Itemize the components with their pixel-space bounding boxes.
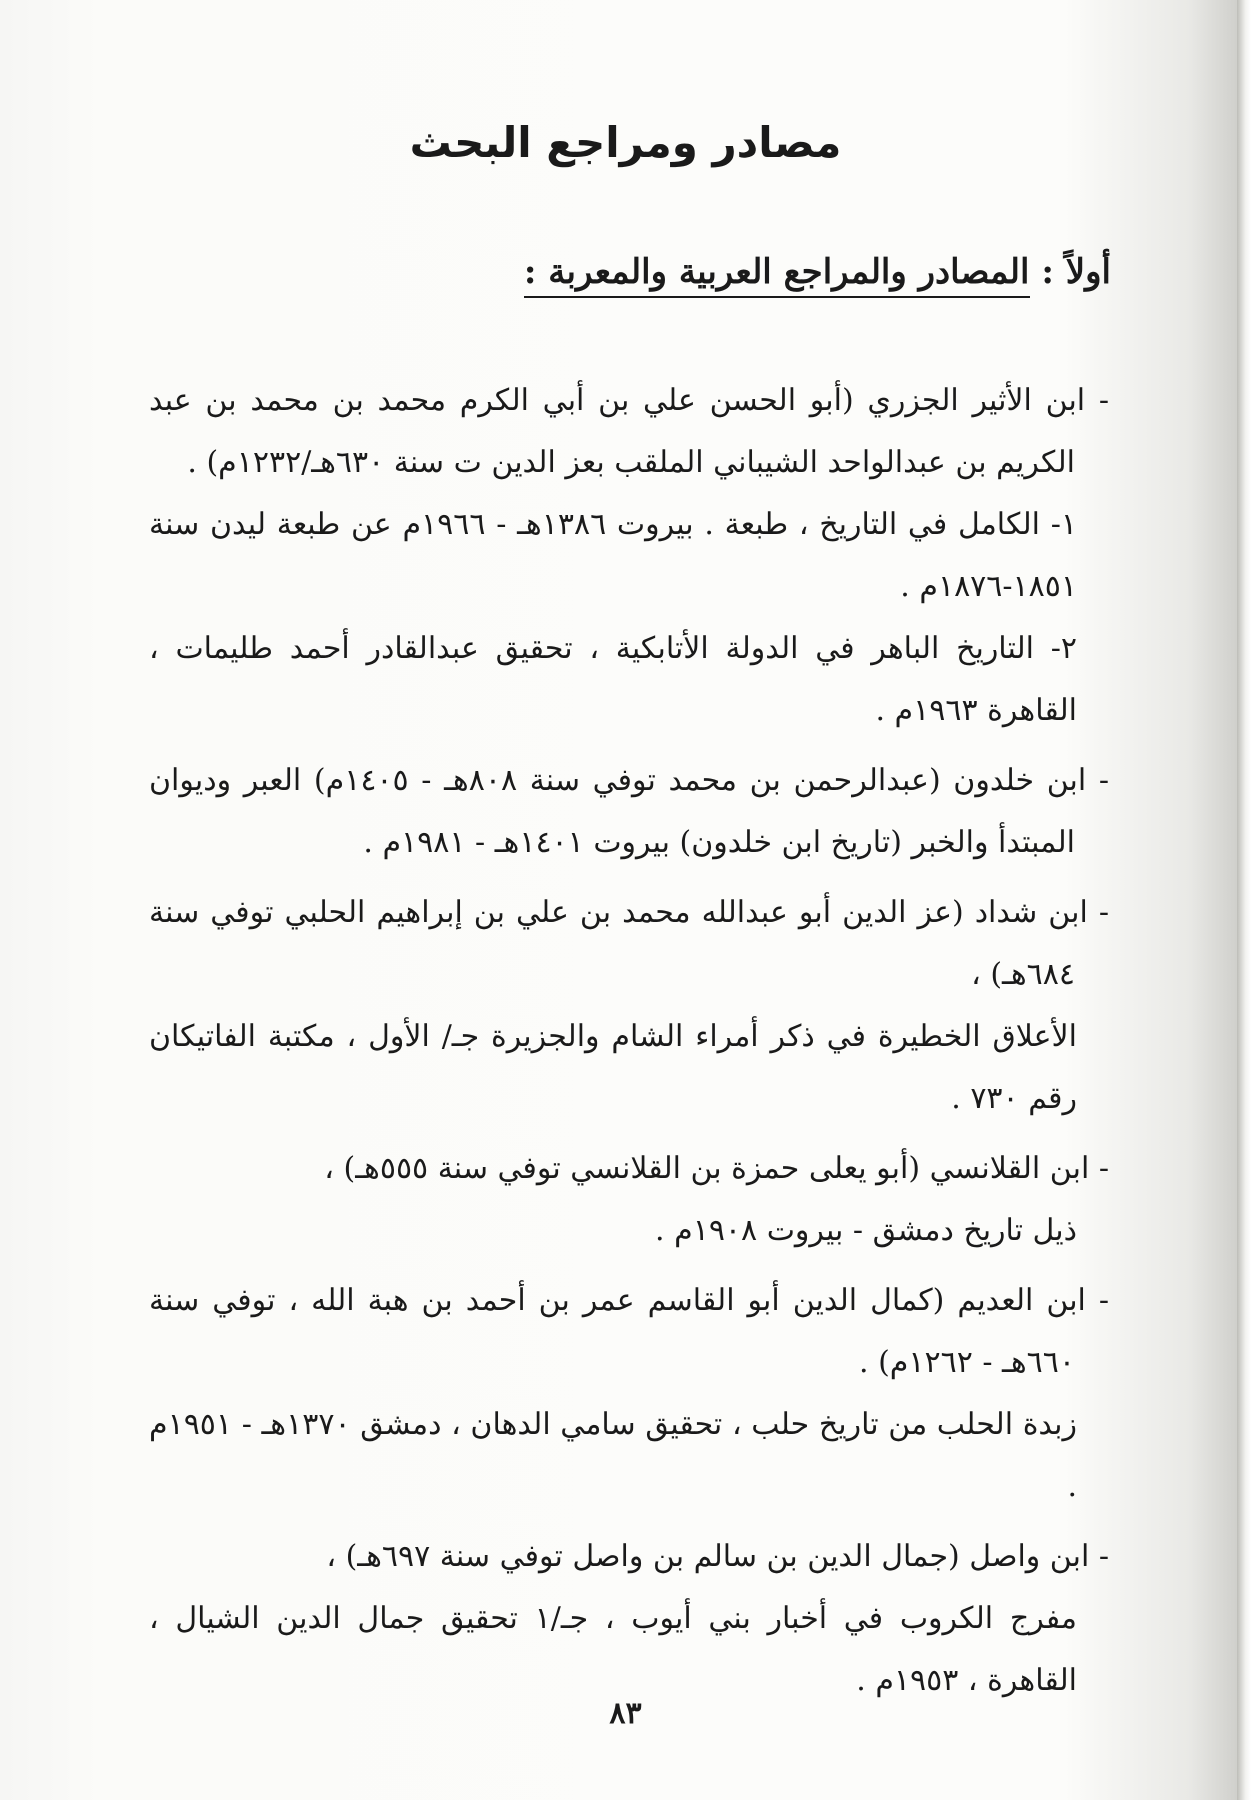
page-binding-shadow [1237, 0, 1251, 1800]
entry-author: - ابن الأثير الجزري (أبو الحسن علي بن أبي الكرم محمد بن محمد بن عبد الكريم بن عبدالواحد الشيباني الملقب بعز الدين ت سنة ٦٣٠هـ/١٢٣٢م) . [149, 383, 1109, 480]
bibliography-entry [149, 1526, 1109, 1712]
bibliography-entry [149, 750, 1109, 874]
bibliography-entry [149, 370, 1109, 742]
entry-author: - ابن العديم (كمال الدين أبو القاسم عمر بن أحمد بن هبة الله ، توفي سنة ٦٦٠هـ - ١٢٦٢م) . [149, 1283, 1109, 1380]
entry-work: ذيل تاريخ دمشق - بيروت ١٩٠٨م . [655, 1213, 1077, 1248]
entry-work: مفرج الكروب في أخبار بني أيوب ، جـ/١ تحقيق جمال الدين الشيال ، القاهرة ، ١٩٥٣م . [149, 1601, 1078, 1698]
bibliography-entry [149, 1138, 1109, 1262]
entry-work: ٢- التاريخ الباهر في الدولة الأتابكية ، تحقيق عبدالقادر أحمد طليمات ، القاهرة ١٩٦٣م . [149, 631, 1077, 728]
entry-author: - ابن خلدون (عبدالرحمن بن محمد توفي سنة ٨٠٨هـ - ١٤٠٥م) العبر وديوان المبتدأ والخبر (تاريخ ابن خلدون) بيروت ١٤٠١هـ - ١٩٨١م . [149, 763, 1110, 860]
entry-work: زبدة الحلب من تاريخ حلب ، تحقيق سامي الدهان ، دمشق ١٣٧٠هـ - ١٩٥١م . [149, 1407, 1077, 1504]
page-title: مصادر ومراجع البحث [409, 118, 842, 167]
bibliography-entry [149, 1270, 1109, 1518]
entry-author: - ابن شداد (عز الدين أبو عبدالله محمد بن علي بن إبراهيم الحلبي توفي سنة ٦٨٤هـ) ، [149, 895, 1109, 992]
section-heading-label: أولاً : [1041, 252, 1111, 292]
entry-work: ١- الكامل في التاريخ ، طبعة . بيروت ١٣٨٦هـ - ١٩٦٦م عن طبعة ليدن سنة ١٨٥١-١٨٧٦م . [149, 507, 1077, 604]
page-number: ٨٣ [609, 1696, 642, 1731]
section-heading [524, 252, 1111, 292]
entry-author: - ابن واصل (جمال الدين بن سالم بن واصل توفي سنة ٦٩٧هـ) ، [326, 1539, 1109, 1574]
section-heading-text: المصادر والمراجع العربية والمعربة : [524, 252, 1030, 298]
entry-work: الأعلاق الخطيرة في ذكر أمراء الشام والجزيرة جـ/ الأول ، مكتبة الفاتيكان رقم ٧٣٠ . [149, 1019, 1077, 1116]
entry-author: - ابن القلانسي (أبو يعلى حمزة بن القلانسي توفي سنة ٥٥٥هـ) ، [324, 1151, 1109, 1186]
bibliography-list [149, 370, 1109, 1720]
bibliography-entry [149, 882, 1109, 1130]
